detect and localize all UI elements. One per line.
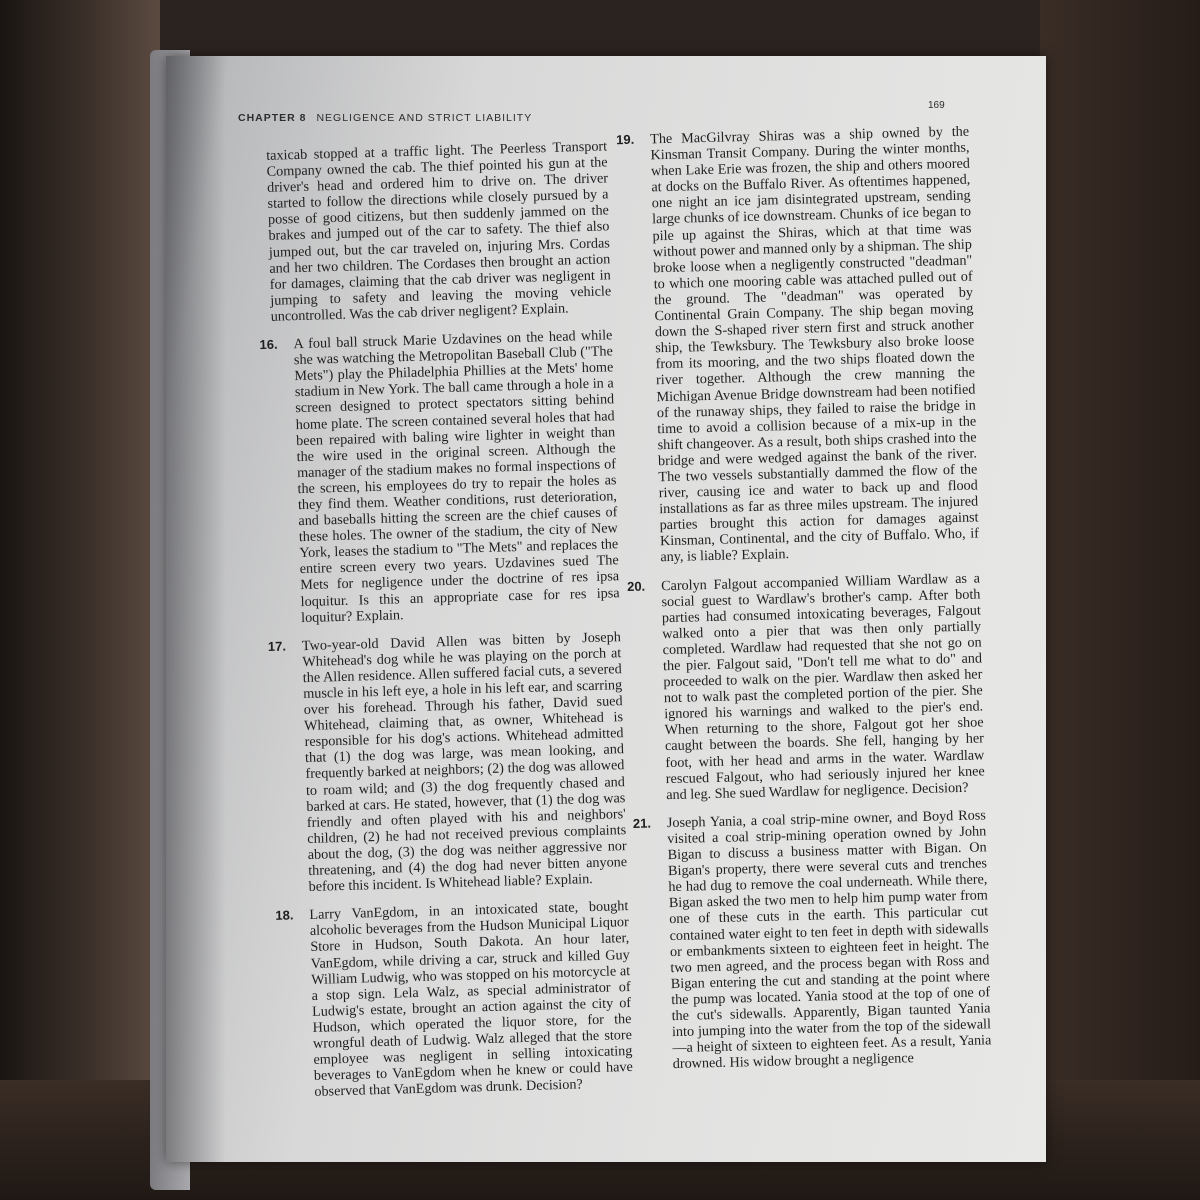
right-column <box>616 123 992 1085</box>
running-header <box>238 112 532 124</box>
chapter-label: CHAPTER 8 <box>238 112 307 124</box>
problem-text: Larry VanEgdom, in an intoxicated state, bought alcoholic beverages from the Hudson Municipal Liquor Store in Hudson, South Dakota. An hour later, VanEgdom, while driving a car, struck and killed Guy William Ludwig, who was stopped on his motorcycle at a stop sign. Lela Walz, as special administrator of Ludwig's estate, brought an action against the city of Hudson, which operated the liquor store, for the wrongful death of Ludwig. Walz alleged that the store employee was negligent in selling intoxicating beverages to VanEgdom when he knew or could have observed that VanEgdom was drunk. Decision? <box>309 898 634 1101</box>
problem-text: The MacGilvray Shiras was a ship owned by the Kinsman Transit Company. During the winter months, when Lake Erie was frozen, the ship and others moored at docks on the Buffalo River. As oftentimes happened, one night an ice jam disintegrated upstream, sending large chunks of ice downstream. Chunks of ice began to pile up against the Shiras, which at that time was without power and manned only by a shipman. The ship broke loose when a negligently constructed "deadman" to which one mooring cable was attached pulled out of the ground. The "deadman" was operated by Continental Grain Company. The ship began moving down the S-shaped river stern first and struck another ship, the Tewksbury. The Tewksbury also broke loose from its mooring, and the two ships floated down the river together. Although the crew manning the Michigan Avenue Bridge downstream had been notified of the runaway ships, they failed to raise the bridge in time to avoid a collision because of a mix-up in the shift changeover. As a result, both ships crashed into the bridge and were wedged against the bank of the river. The two vessels substantially dammed the flow of the river, causing ice and water to back up and flood installations as far as three miles upstream. The injured parties brought this action for damages against Kinsman, Continental, and the city of Buffalo. Who, if any, is liable? Explain. <box>649 123 980 566</box>
problem-21 <box>632 807 992 1073</box>
problem-number: 16. <box>259 336 278 353</box>
table-surface-right <box>1040 0 1200 1200</box>
problem-number: 21. <box>632 815 652 831</box>
problem-text: A foul ball struck Marie Uzdavines on the head while she was watching the Metropolitan Baseball Club ("The Mets") play the Philadelphia Phillies at the Mets' home stadium in New York. The ball came through a hole in a screen designed to protect spectators sitting behind home plate. The screen contained several holes that had been repaired with baling wire lighter in weight than the wire used in the original screen. Although the manager of the stadium makes no formal inspections of the screen, his employees do try to repair the holes as they find them. Weather conditions, rust deterioration, and baseballs hitting the screen are the chief causes of these holes. The owner of the stadium, the city of New York, leases the stadium to "The Mets" and replaces the entire screen every two years. Uzdavines sued The Mets for negligence under the doctrine of res ipsa loquitur. Is this an appropriate case for res ipsa loquitur? Explain. <box>293 327 620 626</box>
table-surface-left <box>0 0 160 1200</box>
continued-problem-text: taxicab stopped at a traffic light. The Peerless Transport Company owned the cab. The thief pointed his gun at the driver's head and ordered him to drive on. The driver started to follow the directions while closely pursued by a posse of good citizens, but then suddenly jammed on the brakes and jumped out of the car to safety. The thief also jumped out, but the car traveled on, injuring Mrs. Cordas and her two children. The Cordases then brought an action for damages, claiming that the cab driver was negligent in jumping to safety and leaving the moving vehicle uncontrolled. Was the cab driver negligent? Explain. <box>265 138 612 325</box>
problem-19 <box>616 123 980 567</box>
book-page <box>166 56 1046 1162</box>
chapter-title: NEGLIGENCE AND STRICT LIABILITY <box>316 112 533 124</box>
problem-number: 18. <box>275 907 294 924</box>
problem-number: 17. <box>267 638 287 654</box>
problem-16 <box>259 327 620 626</box>
page-number: 169 <box>928 100 945 111</box>
problem-text: Carolyn Falgout accompanied William Wardlaw as a social guest to Wardlaw's brother's camp. After both parties had consumed intoxicating beverages, Falgout walked onto a pier that was then only partially completed. Wardlaw had requested that she not go on the pier. Falgout said, "Don't tell me what to do" and proceeded to walk on the pier. Wardlaw then asked her not to walk past the completed portion of the pier. She ignored his warnings and walked to the pier's end. When returning to the shore, Falgout got her shoe caught between the boards. She fell, hanging by her foot, with her head and arms in the water. Wardlaw rescued Falgout, who had seriously injured her knee and leg. She sued Wardlaw for negligence. Decision? <box>660 569 985 803</box>
problem-17 <box>267 628 628 896</box>
problem-18 <box>275 898 634 1101</box>
problem-number: 19. <box>616 131 635 148</box>
left-column <box>259 138 634 1113</box>
problem-text: Two-year-old David Allen was bitten by Joseph Whitehead's dog while he was playing on the porch at the Allen residence. Allen suffered facial cuts, a severed muscle in his left eye, a hole in his left ear, and scarring over his forehead. Through his father, David sued Whitehead, claiming that, as owner, Whitehead is responsible for his dog's actions. Whitehead admitted that (1) the dog was large, was mean looking, and frequently barked at neighbors; (2) the dog was allowed to roam wild; and (3) the dog frequently chased and barked at cars. He stated, however, that (1) the dog was friendly and often played with his and neighbors' children, (2) he had not received previous complaints about the dog, (3) the dog was neither aggressive nor threatening, and (4) the dog had never bitten anyone before this incident. Is Whitehead liable? Explain. <box>301 628 628 896</box>
problem-text: Joseph Yania, a coal strip-mine owner, and Boyd Ross visited a coal strip-mining operation owned by John Bigan to discuss a business matter with Bigan. On Bigan's property, there were several cuts and trenches he had dug to remove the coal underneath. While there, Bigan asked the two men to help him pump water from one of these cuts in the earth. This particular cut contained water eight to ten feet in depth with sidewalls or embankments sixteen to eighteen feet in height. The two men agreed, and the process began with Ross and Bigan entering the cut and standing at the point where the pump was located. Yania stood at the top of one of the cut's sidewalls. Apparently, Bigan taunted Yania into jumping into the water from the top of the sidewall—a height of sixteen to eighteen feet. As a result, Yania drowned. His widow brought a negligence <box>666 807 992 1073</box>
problem-number: 20. <box>626 578 646 594</box>
spine-shadow <box>166 56 226 1162</box>
problem-20 <box>626 569 985 804</box>
